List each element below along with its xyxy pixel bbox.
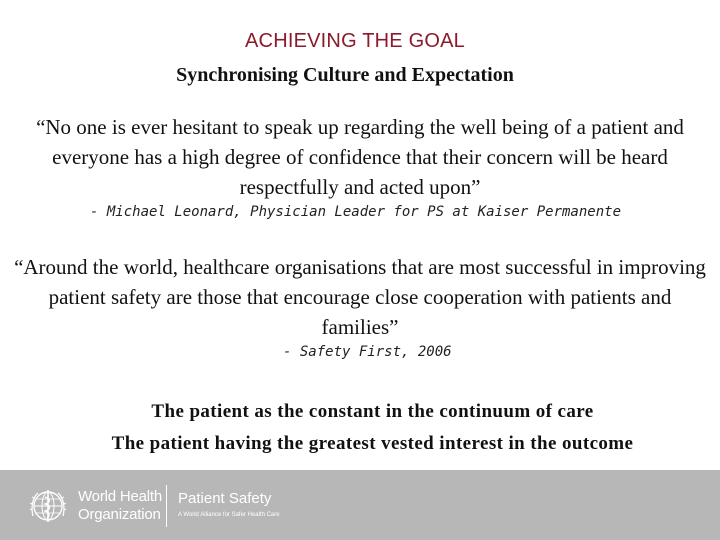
patient-safety-tagline: A World Alliance for Safer Health Care [178,512,280,518]
statement-vested-interest: The patient having the greatest vested interest in the outcome [111,433,634,454]
footer-divider [166,485,167,527]
slide-subtitle: Synchronising Culture and Expectation [176,64,514,86]
who-organization-name [78,488,162,524]
slide-title: ACHIEVING THE GOAL [245,30,465,52]
attribution-leonard: - Michael Leonard, Physician Leader for PS at Kaiser Permanente [90,204,622,220]
patient-safety-title: Patient Safety [178,490,272,507]
statement-constant-in-care: The patient as the constant in the continuum of care [151,401,594,422]
who-name-line2: Organization [78,506,161,523]
quote-leonard: “No one is ever hesitant to speak up regarding the well being of a patient and everyone has a high degree of confidence that their concern will be heard respectfully and acted upon” [36,115,684,199]
attribution-safety-first: - Safety First, 2006 [283,344,452,360]
who-name-line1: World Health [78,488,163,505]
quote-safety-first: “Around the world, healthcare organisations that are most successful in improving patient safety are those that encourage close cooperation with patients and families” [14,255,706,339]
who-emblem-icon [28,486,68,526]
